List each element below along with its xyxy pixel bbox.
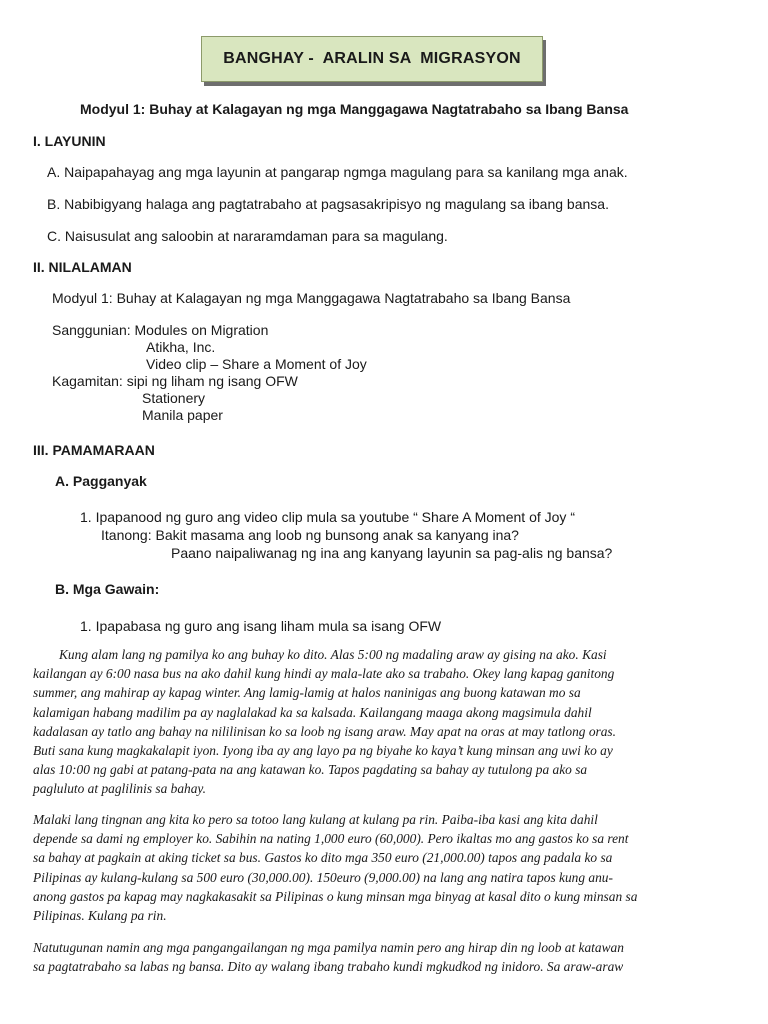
letter-paragraph-1 [33, 645, 738, 799]
mga-gawain-heading: B. Mga Gawain: [55, 581, 160, 597]
sanggunian-label: Sanggunian: Modules on Migration [52, 322, 269, 338]
sanggunian-item: Atikha, Inc. [146, 339, 216, 355]
letter-line: Malaki lang tingnan ang kita ko pero sa totoo lang kulang at kulang pa rin. Paiba-iba kasi ang kita dahil [33, 812, 598, 827]
section-pamamaraan-heading: III. PAMAMARAAN [33, 442, 155, 458]
section-nilalaman-heading: II. NILALAMAN [33, 259, 132, 275]
section-layunin-heading: I. LAYUNIN [33, 133, 106, 149]
letter-line: depende sa dami ng employer ko. Sabihin na nating 1,000 euro (60,000). Pero ikaltas mo ang gastos ko sa rent [33, 831, 629, 847]
document-title: BANGHAY - ARALIN SA MIGRASYON [201, 36, 543, 82]
gawain-item-1: 1. Ipapabasa ng guro ang isang liham mula sa isang OFW [80, 618, 442, 634]
letter-line: anong gastos pa kapag may nagkakasakit sa Pilipinas o kung minsan mga binyag at kasal dito o kung minsan sa [33, 888, 638, 904]
sanggunian-item: Video clip – Share a Moment of Joy [146, 356, 367, 372]
itanong-question: Itanong: Bakit masama ang loob ng bunsong anak sa kanyang ina? [101, 527, 519, 543]
letter-line: alas 10:00 ng gabi at patang-pata na ang katawan ko. Tapos pagdating sa bahay ay tutulong pa ako sa [33, 762, 588, 778]
letter-line: sa bahay at pagkain at aking ticket sa bus. Gastos ko dito mga 350 euro (21,000.00) tapos ang padala ko sa [33, 850, 613, 866]
nilalaman-module: Modyul 1: Buhay at Kalagayan ng mga Manggagawa Nagtatrabaho sa Ibang Bansa [52, 290, 571, 306]
letter-line: kadalasan ay tatlo ang bahay na nililinisan ko sa loob ng isang araw. May apat na oras at may tatlong oras. [33, 723, 616, 739]
pagganyak-heading: A. Pagganyak [55, 473, 147, 489]
objective-a: A. Naipapahayag ang mga layunin at pangarap ngmga magulang para sa kanilang mga anak. [47, 164, 628, 180]
letter-line: sa pagtatrabaho sa labas ng bansa. Dito ay walang ibang trabaho kundi mgkudkod ng inidoro. Sa araw-araw [33, 959, 624, 975]
letter-line: Buti sana kung magkakalapit iyon. Iyong iba ay ang layo pa ng biyahe ko kaya’t kung minsan ang uwi ko ay [33, 743, 613, 759]
letter-line: summer, ang mahirap ay kapag winter. Ang lamig-lamig at halos naninigas ang buong katawan mo sa [33, 685, 581, 701]
letter-line: pagluluto at paglilinis sa bahay. [33, 781, 206, 797]
letter-line: Pilipinas. Kulang pa rin. [33, 908, 167, 924]
objective-b: B. Nabibigyang halaga ang pagtatrabaho at pagsasakripisyo ng magulang sa ibang bansa. [47, 196, 609, 212]
itanong-followup: Paano naipaliwanag ng ina ang kanyang layunin sa pag-alis ng bansa? [171, 545, 613, 561]
kagamitan-item: Manila paper [142, 407, 223, 423]
kagamitan-label: Kagamitan: sipi ng liham ng isang OFW [52, 373, 298, 389]
kagamitan-item: Stationery [142, 390, 206, 406]
letter-paragraph-2 [33, 810, 738, 925]
letter-line: Kung alam lang ng pamilya ko ang buhay ko dito. Alas 5:00 ng madaling araw ay gising na ako. Kasi [59, 647, 607, 662]
letter-line: Natutugunan namin ang mga pangangailangan ng mga pamilya namin pero ang hirap din ng loob at katawan [33, 940, 624, 955]
letter-paragraph-3 [33, 938, 738, 976]
objective-c: C. Naisusulat ang saloobin at nararamdaman para sa magulang. [47, 228, 448, 244]
module-title: Modyul 1: Buhay at Kalagayan ng mga Manggagawa Nagtatrabaho sa Ibang Bansa [80, 101, 629, 117]
letter-line: Pilipinas ay kulang-kulang sa 500 euro (30,000.00). 150euro (9,000.00) na lang ang natira tapos kung anu- [33, 869, 613, 885]
letter-line: kailangan ay 6:00 nasa bus na ako dahil kung hindi ay mala-late ako sa trabaho. Okey lang kapag ganitong [33, 666, 615, 682]
pagganyak-item-1: 1. Ipapanood ng guro ang video clip mula sa youtube “ Share A Moment of Joy “ [80, 509, 575, 525]
letter-line: kalamigan habang madilim pa ay naglalakad ka sa kalsada. Kailangang maaga akong magsimula dahil [33, 704, 592, 720]
